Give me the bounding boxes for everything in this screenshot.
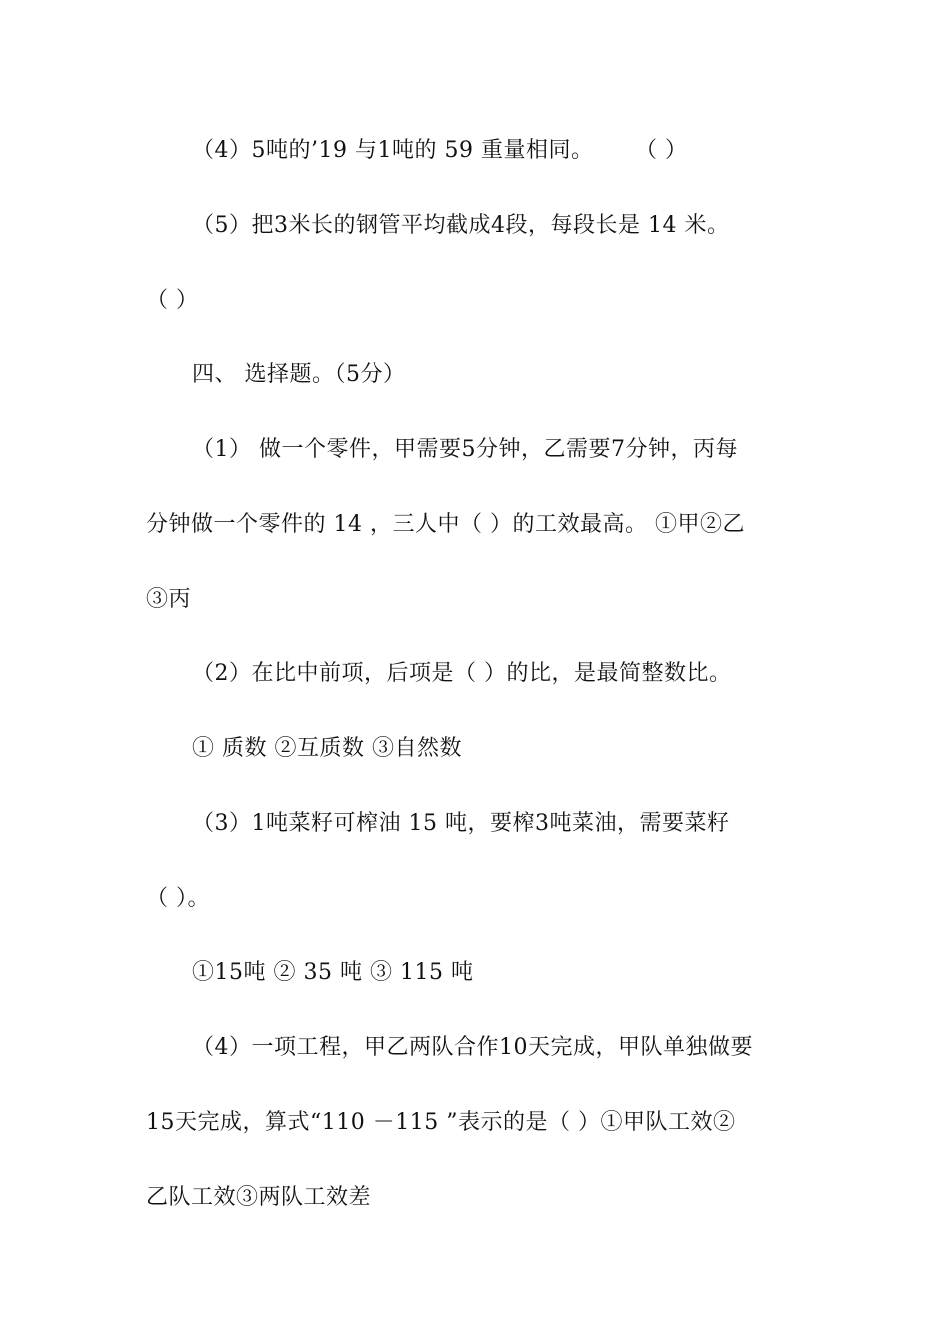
choice-item-3-options: ①15吨 ② 35 吨 ③ 115 吨: [192, 960, 474, 985]
choice-item-1-line-1: （1） 做一个零件，甲需要5分钟，乙需要7分钟，丙每: [192, 437, 738, 462]
section-heading-choice: 四、 选择题。（5分）: [192, 362, 406, 387]
choice-item-4-line-3: 乙队工效③两队工效差: [146, 1185, 372, 1210]
true-false-item-5: （5）把3米长的钢管平均截成4段，每段长是 14 米。: [192, 213, 730, 238]
choice-item-2: （2）在比中前项，后项是（ ）的比，是最简整数比。: [192, 661, 732, 686]
choice-item-1-line-2: 分钟做一个零件的 14 ，三人中（ ）的工效最高。 ①甲②乙: [146, 512, 745, 537]
choice-item-3-line-2: （ ）。: [146, 886, 210, 911]
true-false-item-4: （4）5吨的’19 与1吨的 59 重量相同。 （ ）: [192, 138, 688, 163]
choice-item-1-line-3: ③丙: [146, 587, 192, 612]
choice-item-4-line-1: （4）一项工程，甲乙两队合作10天完成，甲队单独做要: [192, 1035, 753, 1060]
choice-item-4-line-2: 15天完成，算式“110 －115 ”表示的是（ ）①甲队工效②: [146, 1110, 736, 1135]
true-false-item-5-bracket: （ ）: [146, 288, 199, 313]
choice-item-2-options: ① 质数 ②互质数 ③自然数: [192, 736, 462, 761]
choice-item-3-line-1: （3）1吨菜籽可榨油 15 吨，要榨3吨菜油，需要菜籽: [192, 811, 730, 836]
